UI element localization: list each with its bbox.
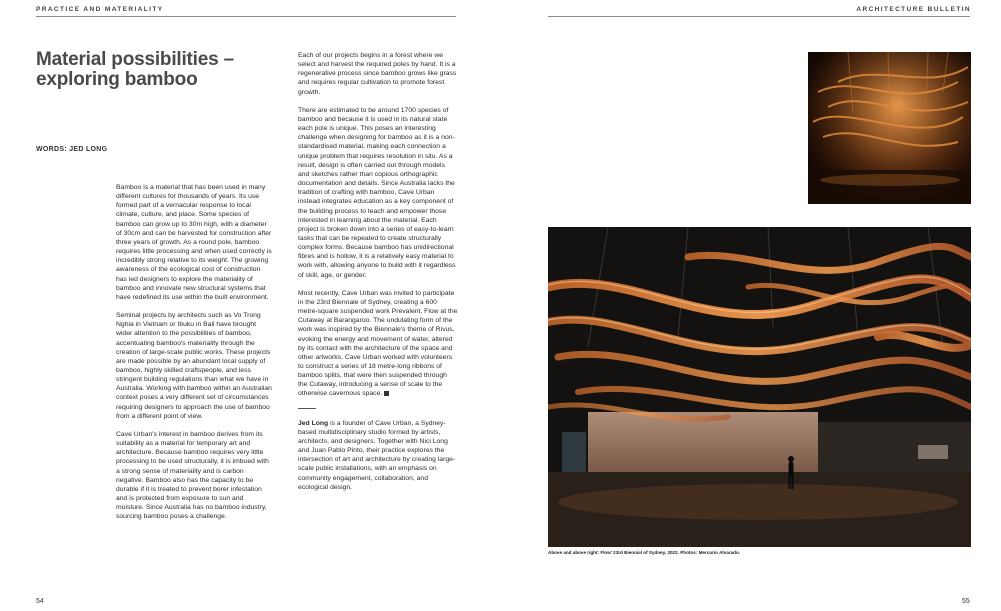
article-title: Material possibilities – exploring bamboo	[36, 49, 234, 90]
header-rule-right	[548, 16, 970, 17]
paragraph: Seminal projects by architects such as Vo Trong Nghia in Vietnam or Ibuku in Bali have brought wider attention to the possibilities of bamboo, accentuating bamboo's materiality through the creation of large-scale public works. These projects are made possible by an abundant local supply of bamboo, highly skilled craftspeople, and less stringent building regulations than what we have in Australia. Working with bamboo within an Australian context poses a very different set of circumstances requiring designers to approach the use of bamboo from a different point of view.	[116, 312, 272, 420]
running-head-right: ARCHITECTURE BULLETIN	[856, 6, 971, 13]
paragraph-text: Most recently, Cave Urban was invited to participate in the 23rd Biennale of Sydney, creating a 600 metre-square suspended work Prevalent, Flow at the Cutaway at Barangaroo. The undulating form of the work was inspired by the Biennale's theme of Rivus, evoking the energy and movement of water, altered by its contact with the architecture of the space and other artworks. Cave Urban worked with volunteers to construct a series of 18 metre-long ribbons of bamboo splits, that were then suspended through the Cutaway, introducing a sense of scale to the otherwise cavernous space.	[298, 289, 458, 398]
paragraph: Each of our projects begins in a forest where we select and harvest the required poles by hand. It is a regenerative process since bamboo grows like grass and requires regular cultivation to promote forest growth.	[298, 52, 457, 96]
author-bio-text: is a founder of Cave Urban, a Sydney-based multidisciplinary studio formed by artists, architects, and designers. Together with Nici Long and Juan Pablo Pinto, their practice explores the intersection of art and architecture by creating large-scale public installations, with an emphasis on community engagement, collaboration, and ecological design.	[298, 419, 456, 491]
photo-illustration	[548, 227, 971, 547]
body-column-2	[298, 51, 458, 501]
end-mark-icon	[384, 391, 389, 396]
author-bio	[298, 419, 458, 492]
page-number-right: 55	[962, 598, 970, 605]
author-name: Jed Long	[298, 419, 329, 427]
body-column-1	[116, 183, 272, 530]
photo-installation-main	[548, 227, 971, 547]
header-rule-left	[36, 16, 456, 17]
bio-divider	[298, 408, 316, 409]
paragraph: Cave Urban's interest in bamboo derives from its suitability as a material for temporary art and architecture. Because bamboo requires very little processing to be used structurally, it is imbued with a strong sense of materiality and is carbon negative. Bamboo also has the capacity to be durable if it is treated to prevent borer infestation and is protected from exposure to sun and moisture. Since Australia has no bamboo industry, sourcing bamboo poses a challenge.	[116, 430, 269, 521]
running-head-left: PRACTICE AND MATERIALITY	[36, 6, 164, 13]
paragraph-final	[298, 289, 458, 399]
paragraph: Bamboo is a material that has been used in many different cultures for thousands of years. Its use formed part of a vernacular response to local climate, culture, and place. Some species of bamboo can grow up to 30m high, with a diameter of 30cm and can be harvested for construction after three years of growth. As a round pole, bamboo requires little processing and when used correctly is incredibly strong relative to its weight. The growing awareness of the ecological cost of construction has led designers to explore the materiality of bamboo and innovate new structural systems that have redefined its use within the built environment.	[116, 184, 272, 301]
paragraph: There are estimated to be around 1700 species of bamboo and because it is used in its natural state each pole is unique. This poses an interesting challenge when designing for bamboo as it is a non-standardised material, making each connection a unique problem that requires resolution in situ. As a result, design is often carried out through models and sketches rather than copious orthographic documentation and details. Since Australia lacks the tradition of crafting with bamboo, Cave Urban instead integrates education as a key component of the building process to teach and empower those interested in learning about the material. Each project is broken down into a series of easy-to-learn tasks that can be repeated to create structurally complex forms. Because bamboo has unidirectional fibres and is hollow, it is a relatively easy material to work with, allowing anyone to build with it regardless of skill, age, or gender.	[298, 106, 456, 279]
photo-caption: Above and above right: Flow' 23rd Biennial of Sydney, 2022. Photos: Mercurio Alvarado.	[548, 550, 741, 555]
page-number-left: 54	[36, 598, 44, 605]
byline: WORDS: JED LONG	[36, 146, 108, 153]
photo-illustration	[808, 52, 971, 204]
photo-installation-top	[808, 52, 971, 204]
